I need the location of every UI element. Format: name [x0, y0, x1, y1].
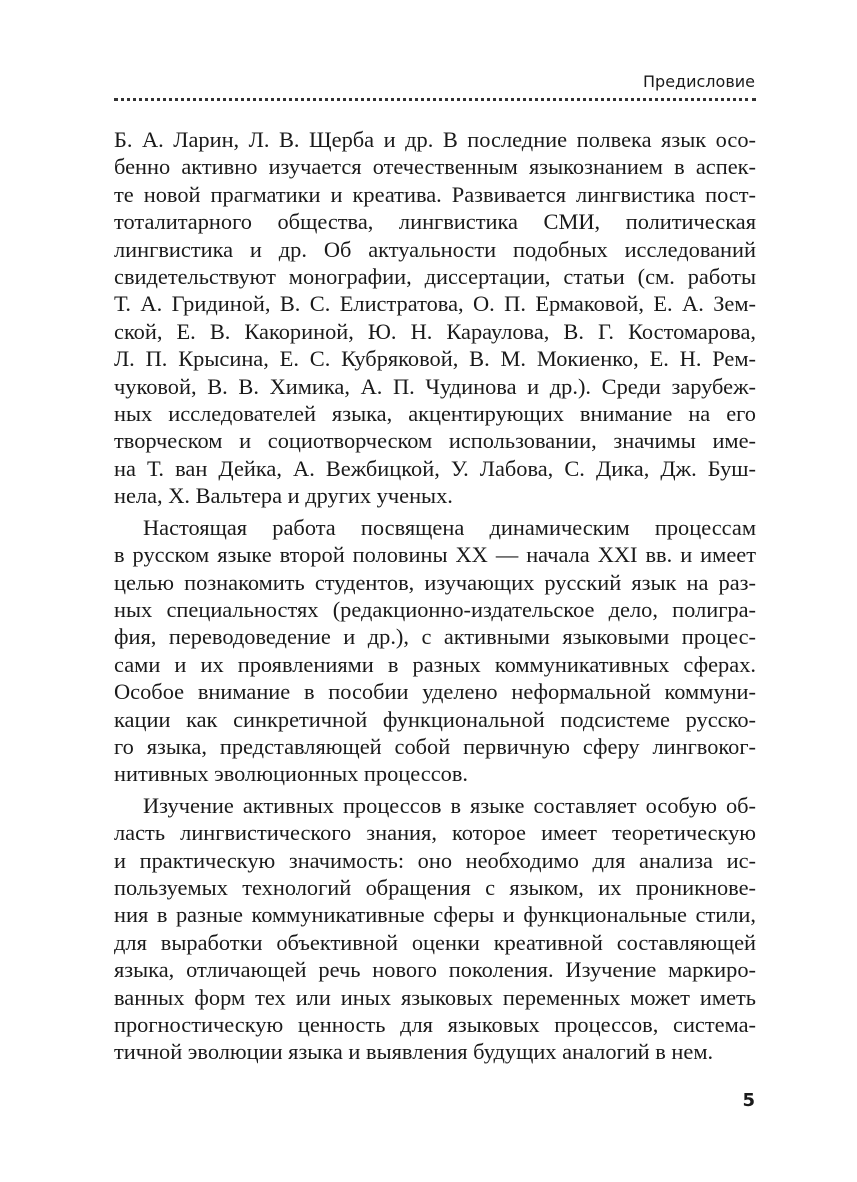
text-line: нитивных эволюционных процессов. [114, 761, 469, 787]
text-line: языка, отличающей речь нового поколения. Изучение маркиро- [114, 957, 756, 983]
text-line: Т. А. Гридиной, В. С. Елистратова, О. П. Ермаковой, Е. А. Зем- [114, 291, 756, 317]
text-line: на Т. ван Дейка, А. Вежбицкой, У. Лабова, С. Дика, Дж. Буш- [114, 455, 756, 481]
text-line: ской, Е. В. Какориной, Ю. Н. Караулова, В. Г. Костомарова, [114, 318, 756, 344]
text-line: бенно активно изучается отечественным языкознанием в аспек- [114, 154, 756, 180]
text-line: Особое внимание в пособии уделено неформальной коммуни- [114, 679, 756, 705]
text-line: те новой прагматики и креатива. Развивается лингвистика пост- [114, 181, 756, 207]
text-line: и практическую значимость: оно необходимо для анализа ис- [114, 847, 756, 873]
text-line: Л. П. Крысина, Е. С. Кубряковой, В. М. Мокиенко, Е. Н. Рем- [114, 346, 756, 372]
text-line: тичной эволюции языка и выявления будущих аналогий в нем. [114, 1039, 714, 1065]
text-line: ных специальностях (редакционно-издательское дело, полигра- [114, 596, 756, 622]
text-line: лингвистика и др. Об актуальности подобных исследований [114, 236, 756, 262]
text-line: прогностическую ценность для языковых процессов, система- [114, 1012, 756, 1037]
text-line: ных исследователей языка, акцентирующих внимание на его [114, 401, 756, 427]
text-line: свидетельствуют монографии, диссертации, статьи (см. работы [114, 264, 756, 290]
running-header: Предисловие [643, 72, 755, 91]
text-line: тоталитарного общества, лингвистика СМИ, политическая [114, 209, 756, 235]
text-line: для выработки объективной оценки креативной составляющей [114, 929, 756, 955]
text-line: сами и их проявлениями в разных коммуникативных сферах. [114, 651, 756, 677]
text-line: Б. А. Ларин, Л. В. Щерба и др. В последние полвека язык осо- [114, 127, 756, 152]
text-line: ния в разные коммуникативные сферы и функциональные стили, [114, 902, 756, 928]
text-line: Настоящая работа посвящена динамическим процессам [143, 514, 756, 540]
text-line: пользуемых технологий обращения с языком, их проникнове- [114, 874, 756, 900]
text-line: нела, Х. Вальтера и других ученых. [114, 483, 453, 509]
text-line: Изучение активных процессов в языке составляет особую об- [143, 792, 756, 818]
text-line: творческом и социотворческом использовании, значимы име- [114, 428, 756, 454]
text-line: в русском языке второй половины XX — начала XXI вв. и имеет [114, 542, 756, 568]
text-line: кации как синкретичной функциональной подсистеме русско- [114, 706, 756, 732]
page-number: 5 [742, 1090, 755, 1111]
text-line: целью познакомить студентов, изучающих русский язык на раз- [114, 569, 756, 595]
text-line: фия, переводоведение и др.), с активными языковыми процес- [114, 624, 756, 650]
text-line: го языка, представляющей собой первичную сферу лингвоког- [114, 733, 756, 759]
text-line: ванных форм тех или иных языковых переменных может иметь [114, 984, 756, 1010]
text-line: ласть лингвистического знания, которое имеет теоретическую [114, 820, 756, 846]
body-text [114, 126, 756, 1066]
header-dotted-rule [114, 98, 756, 101]
text-line: чуковой, В. В. Химика, А. П. Чудинова и др.). Среди зарубеж- [114, 373, 756, 399]
